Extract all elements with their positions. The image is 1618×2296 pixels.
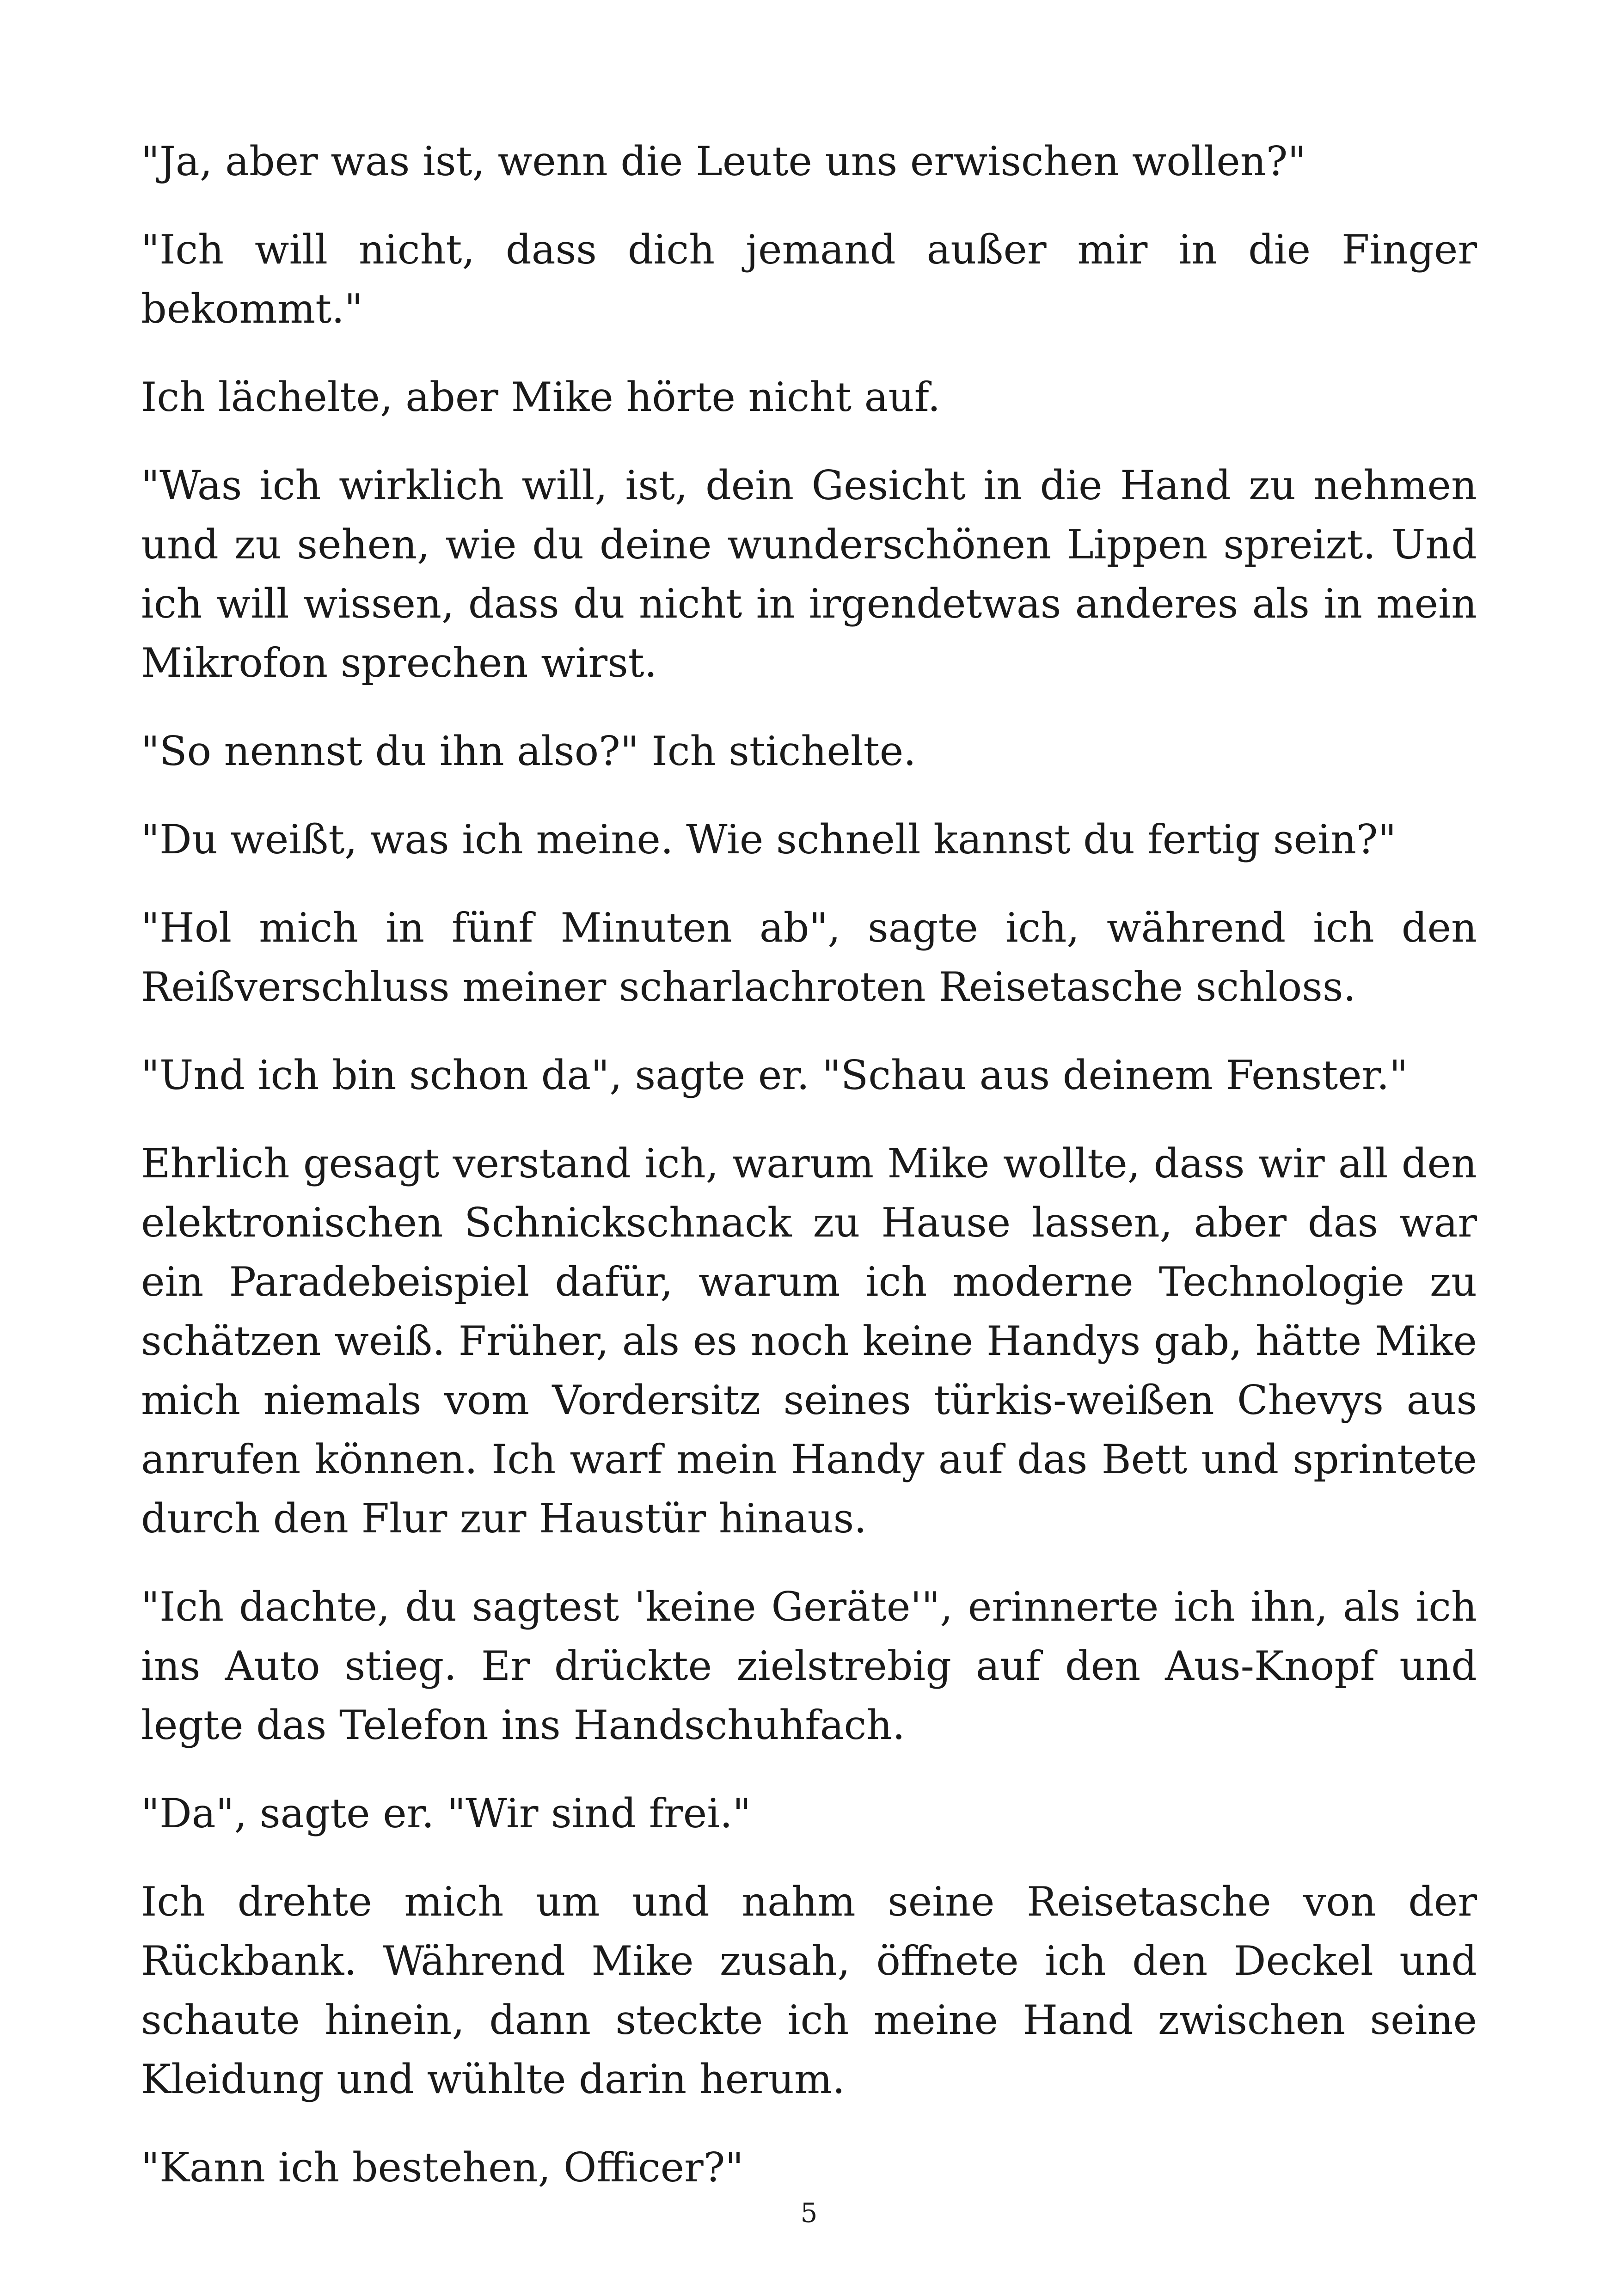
paragraph: "Kann ich bestehen, Officer?" — [141, 2144, 744, 2191]
paragraph: Ich drehte mich um und nahm seine Reisetasche von der Rückbank. Während Mike zusah, öffnete ich den Deckel und schaute hinein, dann steckte ich meine Hand zwischen seine Kleidung und wühlte darin herum. — [141, 1878, 1477, 2103]
paragraph: "Ich will nicht, dass dich jemand außer mir in die Finger bekommt." — [141, 226, 1477, 332]
paragraph: Ich lächelte, aber Mike hörte nicht auf. — [141, 373, 941, 421]
page-body — [141, 132, 1477, 2226]
paragraph: "Da", sagte er. "Wir sind frei." — [141, 1790, 751, 1837]
paragraph: "Ja, aber was ist, wenn die Leute uns erwischen wollen?" — [141, 138, 1306, 185]
paragraph: Ehrlich gesagt verstand ich, warum Mike wollte, dass wir all den elektronischen Schnickschnack zu Hause lassen, aber das war ein Paradebeispiel dafür, warum ich moderne Technologie zu schätzen weiß. Früher, als es noch keine Handys gab, hätte Mike mich niemals vom Vordersitz seines türkis-weißen Chevys aus anrufen können. Ich warf mein Handy auf das Bett und sprintete durch den Flur zur Haustür hinaus. — [141, 1140, 1477, 1542]
paragraph: "Hol mich in fünf Minuten ab", sagte ich, während ich den Reißverschluss meiner scharlachroten Reisetasche schloss. — [141, 904, 1477, 1010]
paragraph: "So nennst du ihn also?" Ich stichelte. — [141, 728, 916, 775]
page-number: 5 — [800, 2197, 818, 2229]
paragraph: "Und ich bin schon da", sagte er. "Schau aus deinem Fenster." — [141, 1052, 1408, 1099]
paragraph: "Ich dachte, du sagtest 'keine Geräte'", erinnerte ich ihn, als ich ins Auto stieg. Er drückte zielstrebig auf den Aus-Knopf und legte das Telefon ins Handschuhfach. — [141, 1583, 1477, 1749]
paragraph: "Was ich wirklich will, ist, dein Gesicht in die Hand zu nehmen und zu sehen, wie du deine wunderschönen Lippen spreizt. Und ich will wissen, dass du nicht in irgendetwas anderes als in mein Mikrofon sprechen wirst. — [141, 462, 1477, 686]
paragraph: "Du weißt, was ich meine. Wie schnell kannst du fertig sein?" — [141, 816, 1397, 863]
